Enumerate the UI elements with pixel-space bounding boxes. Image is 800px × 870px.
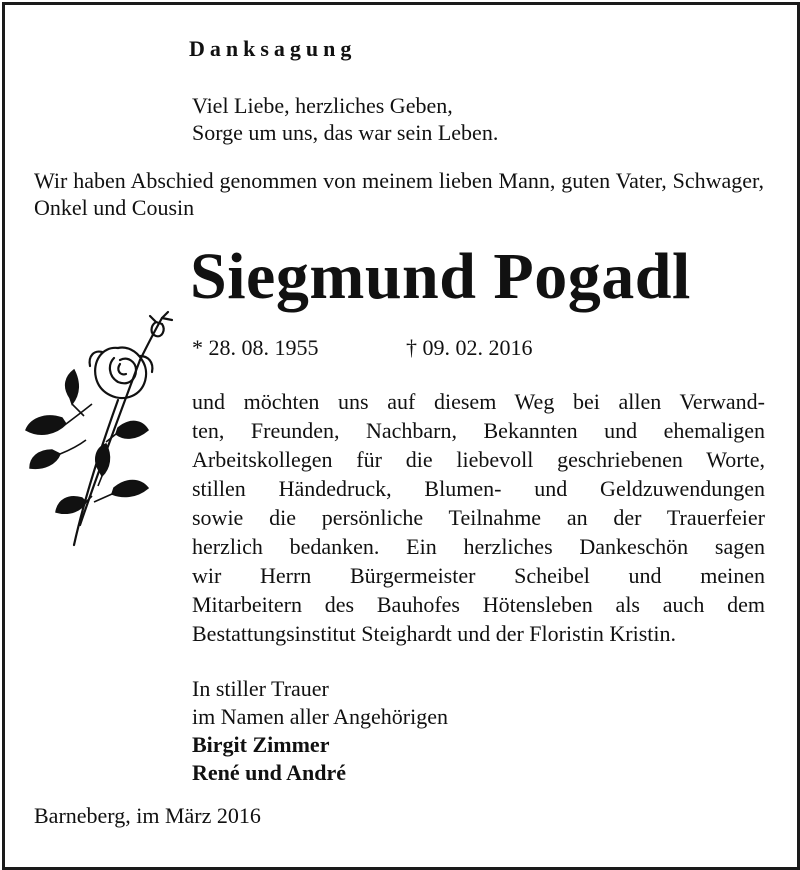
closing-block [192, 675, 448, 787]
text-line: und möchten uns auf diesem Weg bei allen Verwand- [192, 389, 765, 414]
closing-line: im Namen aller Angehörigen [192, 704, 448, 729]
text-line: Mitarbeitern des Bauhofes Hötensleben als auch dem [192, 592, 765, 617]
place-date: Barneberg, im März 2016 [34, 803, 261, 828]
text-line: wir Herrn Bürgermeister Scheibel und meinen [192, 563, 765, 588]
deceased-name: Siegmund Pogadl [190, 240, 691, 313]
text-line: ten, Freunden, Nachbarn, Bekannten und ehemaligen [192, 418, 765, 443]
motto-line: Viel Liebe, herzliches Geben, [192, 93, 453, 118]
closing-line: In stiller Trauer [192, 676, 329, 701]
death-date: † 09. 02. 2016 [406, 335, 533, 360]
life-dates [192, 335, 533, 361]
thanks-text [192, 387, 765, 648]
text-line: Arbeitskollegen für die liebevoll geschriebenen Worte, [192, 447, 765, 472]
signer-name: René und André [192, 760, 347, 785]
birth-date: * 28. 08. 1955 [192, 335, 319, 360]
text-line: Bestattungsinstitut Steighardt und der Floristin Kristin. [192, 621, 676, 646]
motto-verse [192, 92, 612, 146]
signer-name: Birgit Zimmer [192, 732, 330, 757]
text-line: herzlich bedanken. Ein herzliches Dankeschön sagen [192, 534, 765, 559]
text-line: stillen Händedruck, Blumen- und Geldzuwendungen [192, 476, 765, 501]
motto-line: Sorge um uns, das war sein Leben. [192, 120, 499, 145]
heading: Danksagung [189, 36, 357, 61]
text-line: sowie die persönliche Teilnahme an der Trauerfeier [192, 505, 765, 530]
rose-icon [22, 300, 182, 550]
intro-text: Wir haben Abschied genommen von meinem lieben Mann, guten Vater, Schwager, Onkel und Cousin [34, 168, 764, 220]
